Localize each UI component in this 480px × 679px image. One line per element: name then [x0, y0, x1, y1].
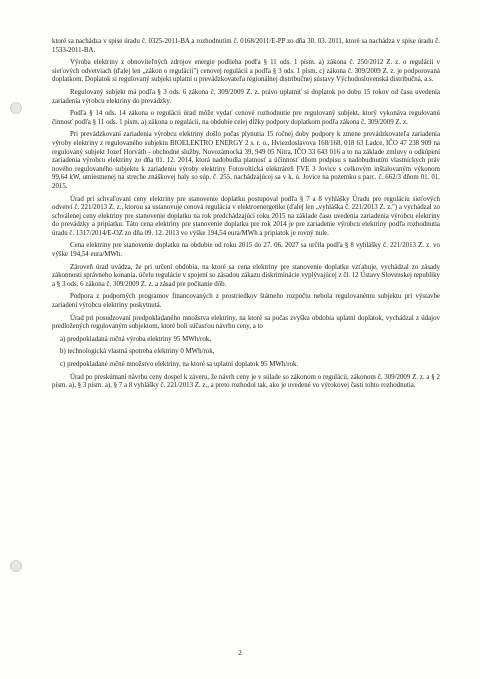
- paragraph-continuation: ktoré sa nachádza v spise úradu č. 0325-2011-BA a rozhodnutím č. 0168/2011/E-PP zo dňa 30. 03. 2011, ktoré sa nachádza v spise úradu č. 1533-2011-BA.: [52, 38, 440, 54]
- paragraph-operator-change: Pri prevádzkovaní zariadenia výrobcu elektriny došlo počas plynutia 15 ročnej doby podpory k zmene prevádzkovateľa zariadenia výroby elektriny z regulovaného subjektu BIOELEKTRO ENERGY 2 s. r. o., Hviezdoslavova 168/168, 018 63 Ladce, IČO 47 238 909 na regulovaný subjekt Jozef Horváth - obchodné služby, Novozámocká 39, 949 05 Nitra, IČO 33 643 016 a to na základe zmluvy o odkúpení zariadenia výrobcu elektriny zo dňa 01. 12. 2014, ktorá nadobudla platnosť a účinnosť dňom podpisu s nadobudnutím vlastníckych práv nového regulovaného subjektu k zariadeniu výroby elektriny Fotovoltická elektráreň FVE 3 Jovice s celkovým inštalovaným výkonom 99,64 kW, umiestnenej na streche znáškovej haly so súp. č. 255, nachádzajúcej sa v k. ú. Jovice na pozemku s parc. č. 662/3 dňom 01. 01. 2015.: [52, 131, 440, 190]
- paragraph-legal-principles: Zároveň úrad uvádza, že pri určení obdobia, na ktoré sa cena elektriny pre stanovenie doplatku vzťahuje, vychádzal zo zásady zákonnosti správneho konania, účelu regulácie v spojení so zásadou zákazu diskriminácie vyplývajúcej z čl. 12 Ústavy Slovenskej republiky a § 3 ods. 6 zákona č. 309/2009 Z. z. a zásad pre počítanie dôb.: [52, 263, 440, 288]
- list-item-own-consumption: b) technologická vlastná spotreba elektriny 0 MWh/rok,: [60, 348, 215, 356]
- paragraph-conclusion: Úrad po preskúmaní návrhu ceny dospel k záveru, že návrh ceny je v súlade so zákonom o regulácii, zákonom č. 309/2009 Z. z. a § 2 písm. a), § 3 písm. a), § 7 a 8 vyhlášky č. 221/2013 Z. z., a preto rozhodol tak, ako je uvedené vo výrokovej časti tohto rozhodnutia.: [52, 373, 440, 390]
- paragraph-state-support: Podpora z podporných programov financovaných z prostriedkov štátneho rozpočtu nebola regulovanému subjektu pri výstavbe zariadení výrobcu elektriny poskytnutá.: [52, 293, 440, 310]
- punch-hole-mark: [10, 560, 22, 572]
- paragraph-quantity-assessment: Úrad pri posudzovaní predpokladaného množstva elektriny, na ktoré sa počas zvyšku obdobia uplatní doplatok, vychádzal z údajov predložených regulovaným subjektom, ktoré boli súčasťou návrhu ceny, a to: [52, 314, 440, 331]
- paragraph-price-period: Cena elektriny pre stanovenie doplatku na obdobie od roku 2015 do 27. 06. 2027 sa určila podľa § 8 vyhlášky č. 221/2013 Z. z. vo výške 194,54 eura/MWh.: [52, 242, 440, 259]
- punch-hole-mark: [10, 102, 22, 114]
- paragraph-support-period: Regulovaný subjekt má podľa § 3 ods. 6 zákona č. 309/2009 Z. z. právo uplatniť si doplatok po dobu 15 rokov od času uvedenia zariadenia výrobcu elektriny do prevádzky.: [52, 88, 440, 105]
- page-number: 2: [238, 649, 242, 657]
- paragraph-regulation-basis: Výroba elektriny z obnoviteľných zdrojov energie podlieha podľa § 11 ods. 1 písm. a) zákona č. 250/2012 Z. z. o regulácii v sieťových odvetviach (ďalej len „zákon o regulácii") cenovej regulácii a podľa § 3 ods. 1 písm. c) zákona č. 309/2009 Z. z. je podporovaná doplatkom. Doplatok si regulovaný subjekt uplatní u prevádzkovateľa regionálnej distribučnej sústavy Východoslovenská distribučná, a.s.: [52, 59, 440, 84]
- list-item-annual-production: a) predpokladaná ročná výroba elektriny 95 MWh/rok,: [60, 335, 211, 343]
- paragraph-price-approval: Úrad pri schvaľovaní ceny elektriny pre stanovenie doplatku postupoval podľa § 7 a 8 vyhlášky Úradu pre reguláciu sieťových odvetví č. 221/2013 Z. z., ktorou sa ustanovuje cenová regulácia v elektroenergetike (ďalej len „vyhláška č. 221/2013 Z. z.") a vychádzal zo schválenej ceny elektriny pre stanovenie doplatku na rok predchádzajúci roku 2015 na základe času uvedenia zariadenia výrobcu elektriny do prevádzky a pripíatku. Táto cena elektriny pre stanovenie doplatku pre rok 2014 je pre zariadenie výrobcu elektriny podľa rozhodnutia úradu č. 1317/2014/E-OZ zo dňa 09. 12. 2013 vo výške 194,54 eura/MWh a pripíatok je rovný nule.: [52, 195, 440, 237]
- paragraph-price-decision: Podľa § 14 ods. 14 zákona o regulácii úrad môže vydať cenové rozhodnutie pre regulovaný subjekt, ktorý vykonáva regulovanú činnosť podľa § 11 ods. 1 písm. a) zákona o regulácii, na obdobie celej dĺžky podpory doplatkom podľa zákona č. 309/2009 Z. z.: [52, 110, 440, 126]
- list-item-supported-quantity: c) predpokladané ročné množstvo elektriny, na ktoré sa uplatní doplatok 95 MWh/rok.: [60, 361, 299, 368]
